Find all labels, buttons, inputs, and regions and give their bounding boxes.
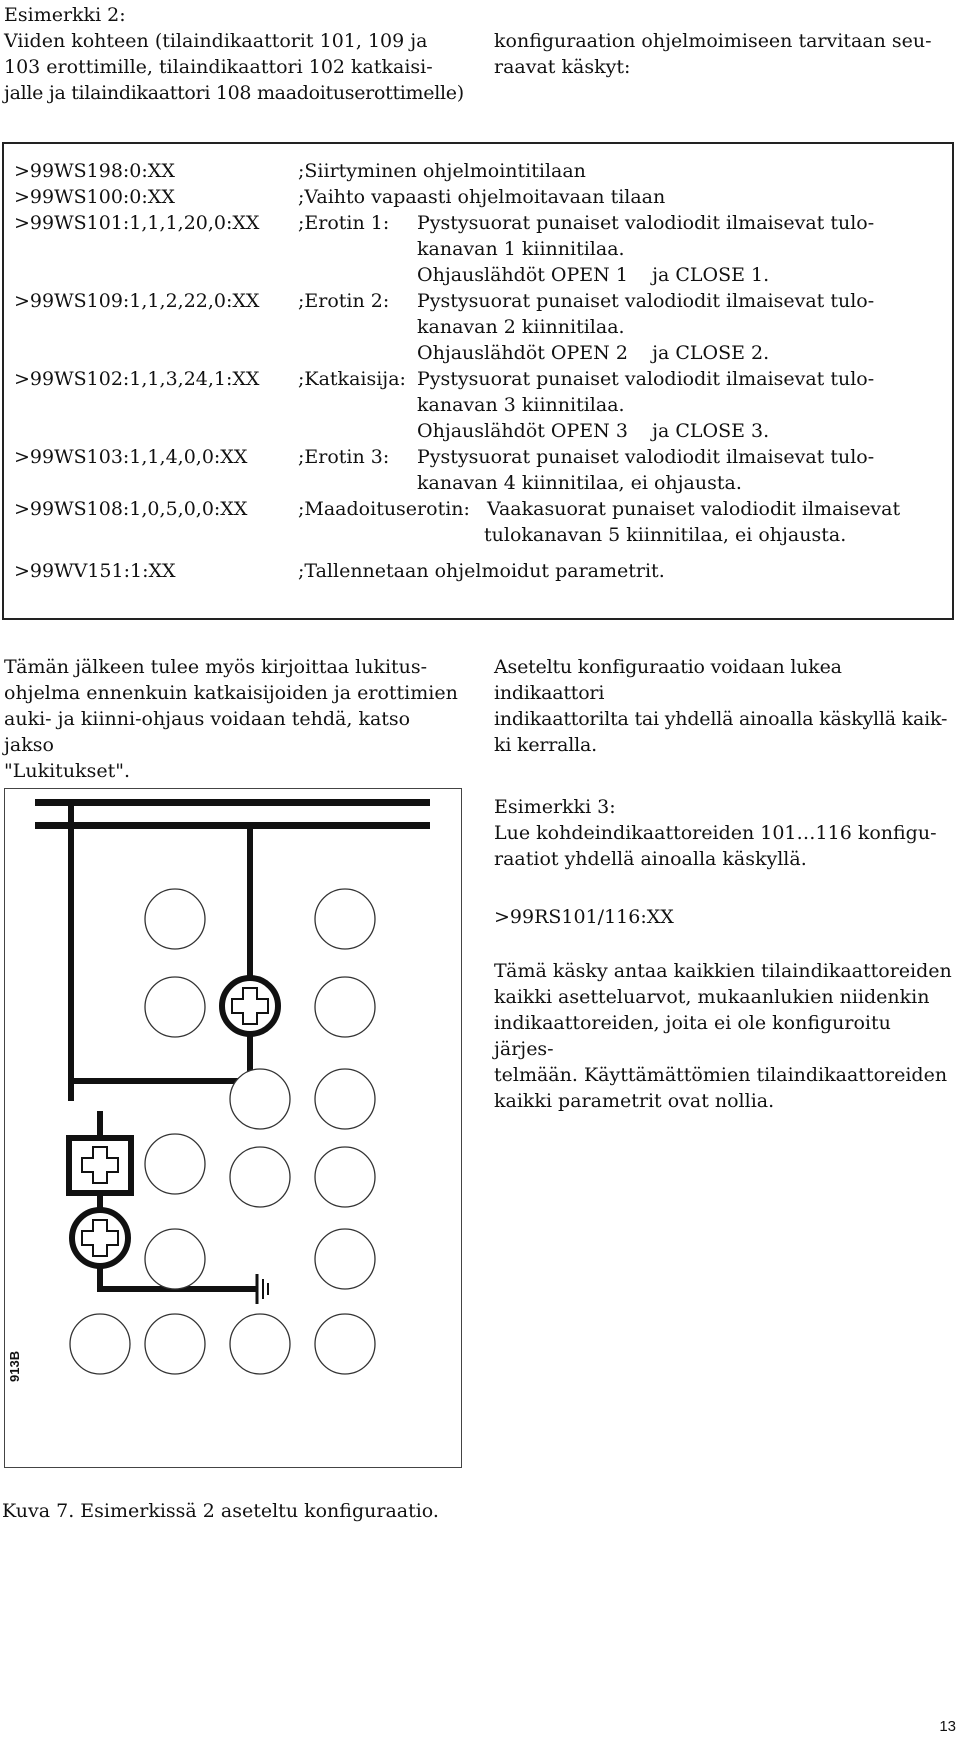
right-paragraph-2 bbox=[494, 958, 954, 1114]
command-code: >99WS102:1,1,3,24,1:XX bbox=[14, 368, 260, 390]
page-number: 13 bbox=[939, 1718, 956, 1735]
indicator-circle bbox=[315, 889, 375, 949]
right-para2-line: kaikki parametrit ovat nollia. bbox=[494, 1090, 775, 1112]
example3-line: raatiot yhdellä ainoalla käskyllä. bbox=[494, 848, 807, 870]
indicator-circle bbox=[315, 1229, 375, 1289]
intro-left-line: Viiden kohteen (tilaindikaattorit 101, 109 ja bbox=[4, 30, 428, 52]
busbar-top bbox=[35, 799, 430, 806]
indicator-circle bbox=[230, 1147, 290, 1207]
left-para-line: auki- ja kiinni-ohjaus voidaan tehdä, katso jakso bbox=[4, 708, 411, 756]
intro-right-line: konfiguraation ohjelmoimiseen tarvitaan seu- bbox=[494, 30, 932, 52]
unused-indicators bbox=[70, 889, 375, 1374]
left-para-line: "Lukitukset". bbox=[4, 760, 130, 782]
configuration-figure bbox=[4, 788, 462, 1468]
command-desc: kanavan 1 kiinnitilaa. bbox=[417, 238, 625, 260]
command-desc: kanavan 4 kiinnitilaa, ei ohjausta. bbox=[417, 472, 742, 494]
intro-left bbox=[4, 2, 466, 106]
command-desc: Ohjauslähdöt OPEN 1 ja CLOSE 1. bbox=[417, 264, 770, 286]
intro-right-line: raavat käskyt: bbox=[494, 56, 631, 78]
command-comment: ;Erotin 2: bbox=[298, 290, 390, 312]
example2-heading: Esimerkki 2: bbox=[4, 4, 126, 26]
command-code: >99WS108:1,0,5,0,0:XX bbox=[14, 498, 248, 520]
intro-left-line: jalle ja tilaindikaattori 108 maadoituserottimelle) bbox=[4, 82, 464, 104]
command-desc: kanavan 3 kiinnitilaa. bbox=[417, 394, 625, 416]
indicator-circle bbox=[145, 1229, 205, 1289]
disconnector-2-indicator bbox=[222, 978, 278, 1034]
indicator-circle bbox=[145, 977, 205, 1037]
right-para-line: indikaattorilta tai yhdellä ainoalla käskyllä kaik- bbox=[494, 708, 948, 730]
indicator-circle bbox=[145, 1134, 205, 1194]
indicator-circle bbox=[315, 1147, 375, 1207]
indicator-circle bbox=[145, 889, 205, 949]
indicator-circle bbox=[145, 1314, 205, 1374]
figure-caption: Kuva 7. Esimerkissä 2 aseteltu konfiguraatio. bbox=[2, 1500, 439, 1522]
disconnector-3-indicator bbox=[72, 1210, 128, 1266]
indicator-circle bbox=[70, 1314, 130, 1374]
example3-block bbox=[494, 794, 954, 872]
command-desc: Ohjauslähdöt OPEN 3 ja CLOSE 3. bbox=[417, 420, 770, 442]
command-code: >99WS198:0:XX bbox=[14, 160, 175, 182]
left-para-line: Tämän jälkeen tulee myös kirjoittaa lukitus- bbox=[4, 656, 428, 678]
command-desc: Pystysuorat punaiset valodiodit ilmaisevat tulo- bbox=[417, 368, 875, 390]
right-paragraph-1 bbox=[494, 654, 954, 758]
command-comment: ;Erotin 1: bbox=[298, 212, 390, 234]
command-desc: Pystysuorat punaiset valodiodit ilmaisevat tulo- bbox=[417, 212, 875, 234]
indicator-circle bbox=[315, 1314, 375, 1374]
command-desc: Vaakasuorat punaiset valodiodit ilmaisevat bbox=[487, 498, 901, 520]
indicator-circle bbox=[315, 1069, 375, 1129]
right-para2-line: Tämä käsky antaa kaikkien tilaindikaattoreiden bbox=[494, 960, 952, 982]
command-desc: kanavan 2 kiinnitilaa. bbox=[417, 316, 625, 338]
command-comment: ;Siirtyminen ohjelmointitilaan bbox=[298, 160, 586, 182]
right-para2-line: indikaattoreiden, joita ei ole konfiguroitu järjes- bbox=[494, 1012, 891, 1060]
command-code: >99WS101:1,1,1,20,0:XX bbox=[14, 212, 260, 234]
command-code: >99WS103:1,1,4,0,0:XX bbox=[14, 446, 248, 468]
command-desc: Ohjauslähdöt OPEN 2 ja CLOSE 2. bbox=[417, 342, 770, 364]
circuit-breaker-indicator bbox=[69, 1138, 131, 1193]
command-box bbox=[2, 142, 954, 620]
command-comment: ;Erotin 3: bbox=[298, 446, 390, 468]
command-comment: ;Tallennetaan ohjelmoidut parametrit. bbox=[298, 560, 665, 582]
command-comment: ;Katkaisija: bbox=[298, 368, 406, 390]
command-comment: ;Vaihto vapaasti ohjelmoitavaan tilaan bbox=[298, 186, 666, 208]
right-para-line: ki kerralla. bbox=[494, 734, 597, 756]
intro-right bbox=[494, 28, 954, 80]
mimic-diagram bbox=[5, 789, 463, 1469]
command-desc: Pystysuorat punaiset valodiodit ilmaisevat tulo- bbox=[417, 290, 875, 312]
command-desc: Pystysuorat punaiset valodiodit ilmaisevat tulo- bbox=[417, 446, 875, 468]
example3-command: >99RS101/116:XX bbox=[494, 906, 674, 928]
right-para2-line: telmään. Käyttämättömien tilaindikaattoreiden bbox=[494, 1064, 948, 1086]
right-para-line: Aseteltu konfiguraatio voidaan lukea indikaattori bbox=[494, 656, 842, 704]
command-comment: ;Maadoituserotin: bbox=[298, 498, 470, 520]
indicator-circle bbox=[230, 1314, 290, 1374]
earth-icon bbox=[257, 1274, 268, 1304]
left-paragraph bbox=[4, 654, 466, 784]
example3-line: Lue kohdeindikaattoreiden 101…116 konfigu- bbox=[494, 822, 937, 844]
indicator-circle bbox=[230, 1069, 290, 1129]
figure-code: 913B bbox=[7, 1350, 22, 1382]
indicator-circle bbox=[315, 977, 375, 1037]
command-desc: tulokanavan 5 kiinnitilaa, ei ohjausta. bbox=[484, 524, 847, 546]
busbar-bottom bbox=[35, 822, 430, 829]
command-code: >99WV151:1:XX bbox=[14, 560, 176, 582]
right-para2-line: kaikki asetteluarvot, mukaanlukien niidenkin bbox=[494, 986, 930, 1008]
command-code: >99WS100:0:XX bbox=[14, 186, 175, 208]
left-para-line: ohjelma ennenkuin katkaisijoiden ja erottimien bbox=[4, 682, 458, 704]
intro-left-line: 103 erottimille, tilaindikaattori 102 katkaisi- bbox=[4, 56, 433, 78]
example3-heading: Esimerkki 3: bbox=[494, 796, 616, 818]
command-code: >99WS109:1,1,2,22,0:XX bbox=[14, 290, 260, 312]
